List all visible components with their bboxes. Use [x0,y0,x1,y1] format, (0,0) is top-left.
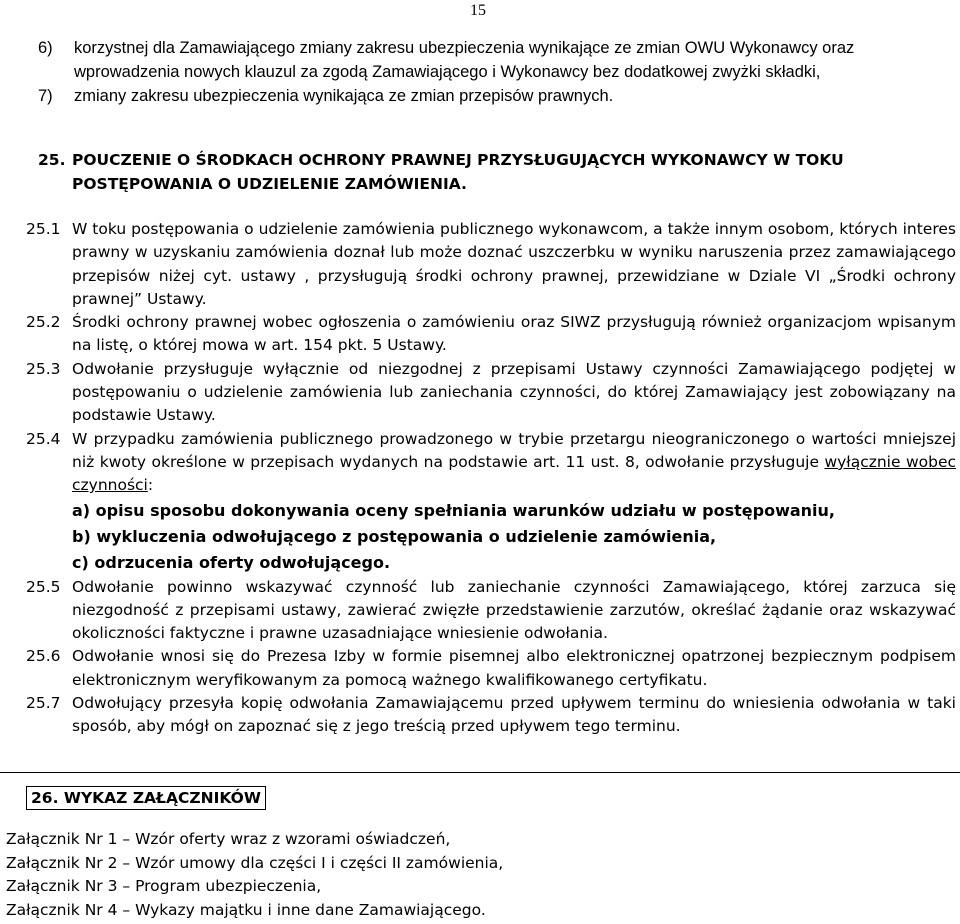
annex-item: Załącznik Nr 4 – Wykazy majątku i inne dane Zamawiającego. [6,900,486,919]
sub-item-a: a) opisu sposobu dokonywania oceny spełniania warunków udziału w postępowaniu, [72,500,836,520]
paragraph-text: Odwołanie wnosi się do Prezesa Izby w formie pisemnej albo elektronicznej opatrzonej bezpiecznym podpisem elektronicznym weryfikowanym za pomocą ważnego kwalifikowanego certyfikatu. [72,647,956,689]
section-number: 25. [38,151,66,169]
underlined-text: wyłącznie wobec czynności [72,452,957,495]
paragraph-25-6 [26,645,956,692]
sub-item-b: b) wykluczenia odwołującego z postępowania o udzielenie zamówienia, [72,526,717,546]
paragraph-25-7 [26,692,956,739]
annex-item: Załącznik Nr 3 – Program ubezpieczenia, [6,877,322,895]
paragraph-25-5 [26,576,956,646]
page-number: 15 [470,2,486,19]
list-item [38,36,958,84]
paragraph-number: 25.5 [26,577,61,596]
paragraph-text: Odwołujący przesyła kopię odwołania Zamawiającemu przed upływem terminu do wniesienia odwołania w taki sposób, aby mógł on zapoznać się z jego treścią przed upływem tego terminu. [72,694,956,736]
section-26-heading: 26. WYKAZ ZAŁĄCZNIKÓW [26,786,266,810]
paragraph-text: W przypadku zamówienia publicznego prowadzonego w trybie przetargu nieograniczonego o wartości mniejszej niż kwoty określone w przepisach wydanych na podstawie art. 11 ust. 8, odwołanie przysługuje [72,429,956,471]
paragraph-text: W toku postępowania o udzielenie zamówienia publicznego wykonawcom, a także innym osobom, których interes prawny w uzyskaniu zamówienia doznał lub może doznać uszczerbku w wyniku naruszenia przez zamawiającego przepisów niżej cyt. ustawy , przysługują środki ochrony prawnej, przewidziane w Dziale VI „Środki ochrony prawnej” Ustawy. [72,220,956,308]
list-item [38,84,958,108]
paragraph-number: 25.7 [26,694,61,713]
paragraph-text: Środki ochrony prawnej wobec ogłoszenia o zamówieniu oraz SIWZ przysługują również organizacjom wpisanym na listę, o której mowa w art. 154 pkt. 5 Ustawy. [72,313,956,355]
paragraph-text: Odwołanie przysługuje wyłącznie od niezgodnej z przepisami Ustawy czynności Zamawiającego podjętej w postępowaniu o udzielenie zamówienia lub zaniechania czynności, do której Zamawiający jest zobowiązany na podstawie Ustawy. [72,359,956,425]
annex-item: Załącznik Nr 2 – Wzór umowy dla części I i części II zamówienia, [6,853,504,872]
paragraph-25-4 [26,428,956,576]
annex-item: Załącznik Nr 1 – Wzór oferty wraz z wzorami oświadczeń, [6,830,451,848]
paragraph-text: Odwołanie powinno wskazywać czynność lub zaniechanie czynności Zamawiającego, której zarzuca się niezgodność z przepisami ustawy, zawierać zwięzłe przedstawienie zarzutów, określać żądanie oraz wskazywać okoliczności faktyczne i prawne uzasadniające wniesienie odwołania. [72,577,956,643]
paragraph-25-1 [26,218,956,311]
section-25-items [26,218,956,739]
annex-list [6,828,503,922]
sub-item-c: c) odrzucenia oferty odwołującego. [72,552,391,572]
paragraph-number: 25.3 [26,359,61,378]
paragraph-number: 25.6 [26,647,61,666]
paragraph-number: 25.2 [26,313,61,332]
colon: : [147,476,154,495]
item-text: korzystnej dla Zamawiającego zmiany zakresu ubezpieczenia wynikające ze zmian OWU Wykonawcy oraz wprowadzenia nowych klauzul za zgodą Zamawiającego i Wykonawcy bez dodatkowej zwyżki składki, [74,39,855,81]
paragraph-number: 25.1 [26,220,61,238]
paragraph-25-3 [26,358,956,428]
section-25-heading [38,148,958,196]
item-number: 7) [38,87,53,105]
item-number: 6) [38,39,53,57]
section-title: POUCZENIE O ŚRODKACH OCHRONY PRAWNEJ PRZYSŁUGUJĄCYCH WYKONAWCY W TOKU POSTĘPOWANIA O UDZIELENIE ZAMÓWIENIA. [72,151,844,193]
paragraph-number: 25.4 [26,429,61,448]
item-text: zmiany zakresu ubezpieczenia wynikająca ze zmian przepisów prawnych. [74,87,614,105]
horizontal-rule [0,772,960,773]
intro-list [38,36,958,108]
paragraph-25-2 [26,311,956,358]
